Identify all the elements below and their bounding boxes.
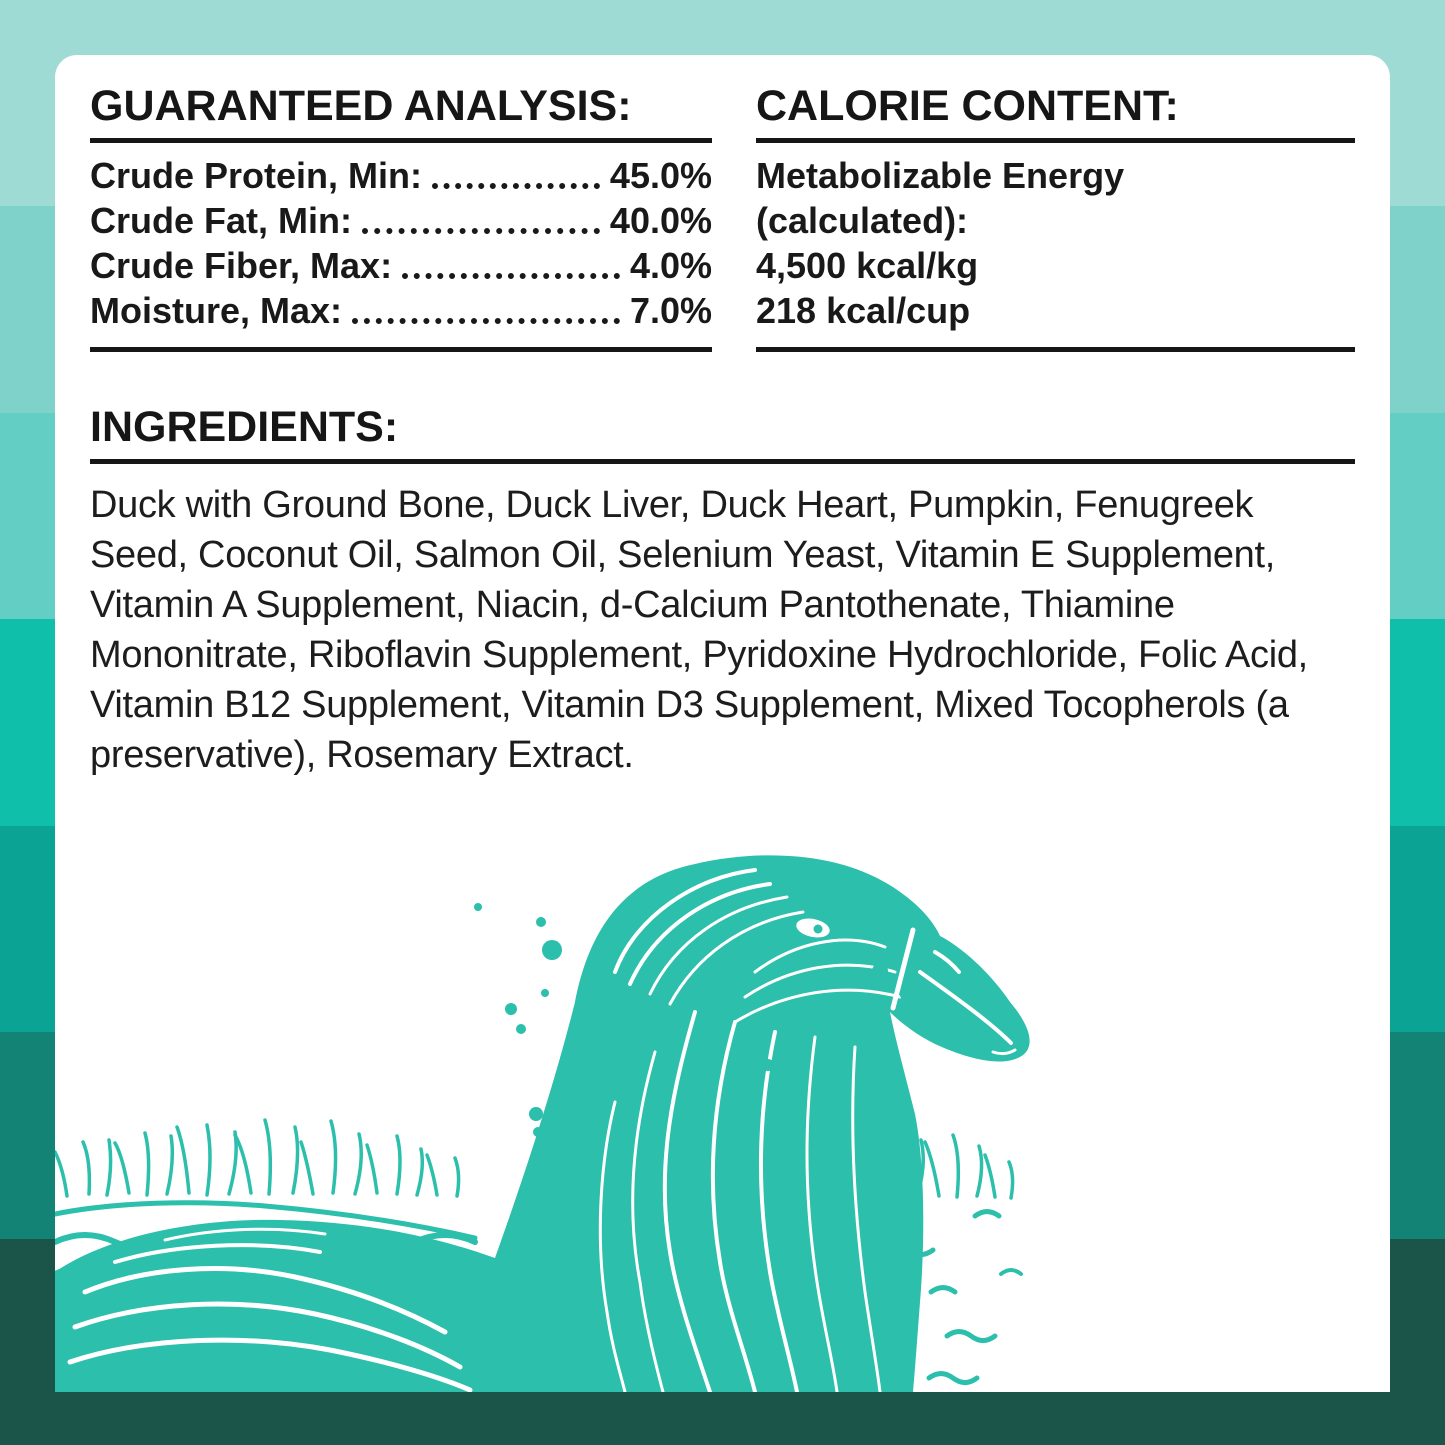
calorie-lines [756, 153, 1355, 333]
analysis-row: Crude Protein, Min: 45.0% [90, 155, 712, 196]
ingredients-text: Duck with Ground Bone, Duck Liver, Duck Heart, Pumpkin, Fenugreek Seed, Coconut Oil, Salmon Oil, Selenium Yeast, Vitamin E Supplement, Vitamin A Supplement, Niacin, d-Calcium Pantothenate, Thiamine Mononitrate, Riboflavin Supplement, Pyridoxine Hydrochloride, Folic Acid, Vitamin B12 Supplement, Vitamin D3 Supplement, Mixed Tocopherols (a preservative), Rosemary Extract. [90, 484, 1308, 776]
dot-leader [362, 228, 600, 234]
analysis-row: Crude Fiber, Max: 4.0% [90, 245, 712, 286]
title-rule [756, 138, 1355, 143]
analysis-table [90, 153, 712, 333]
dot-leader [402, 273, 620, 279]
duck-illustration [55, 822, 1390, 1392]
ingredients-title: INGREDIENTS: [90, 403, 399, 451]
analysis-row: Crude Fat, Min: 40.0% [90, 200, 712, 241]
label-card-content [55, 55, 1390, 1392]
guaranteed-analysis-title: GUARANTEED ANALYSIS: [90, 82, 632, 130]
label-card [55, 55, 1390, 1392]
section-bottom-rule [90, 347, 712, 352]
calorie-line: (calculated): [756, 200, 969, 241]
guaranteed-analysis-section [90, 83, 712, 352]
title-rule [90, 138, 712, 143]
dot-leader [352, 318, 620, 324]
calorie-content-title: CALORIE CONTENT: [756, 82, 1179, 130]
analysis-row: Moisture, Max: 7.0% [90, 290, 712, 331]
calorie-line: 218 kcal/cup [756, 290, 971, 331]
calorie-line: Metabolizable Energy [756, 155, 1125, 196]
top-columns [90, 83, 1355, 352]
dot-leader [432, 183, 600, 189]
title-rule [90, 459, 1355, 464]
calorie-content-section [756, 83, 1355, 352]
section-bottom-rule [756, 347, 1355, 352]
ingredients-section [90, 404, 1355, 780]
calorie-line: 4,500 kcal/kg [756, 245, 979, 286]
